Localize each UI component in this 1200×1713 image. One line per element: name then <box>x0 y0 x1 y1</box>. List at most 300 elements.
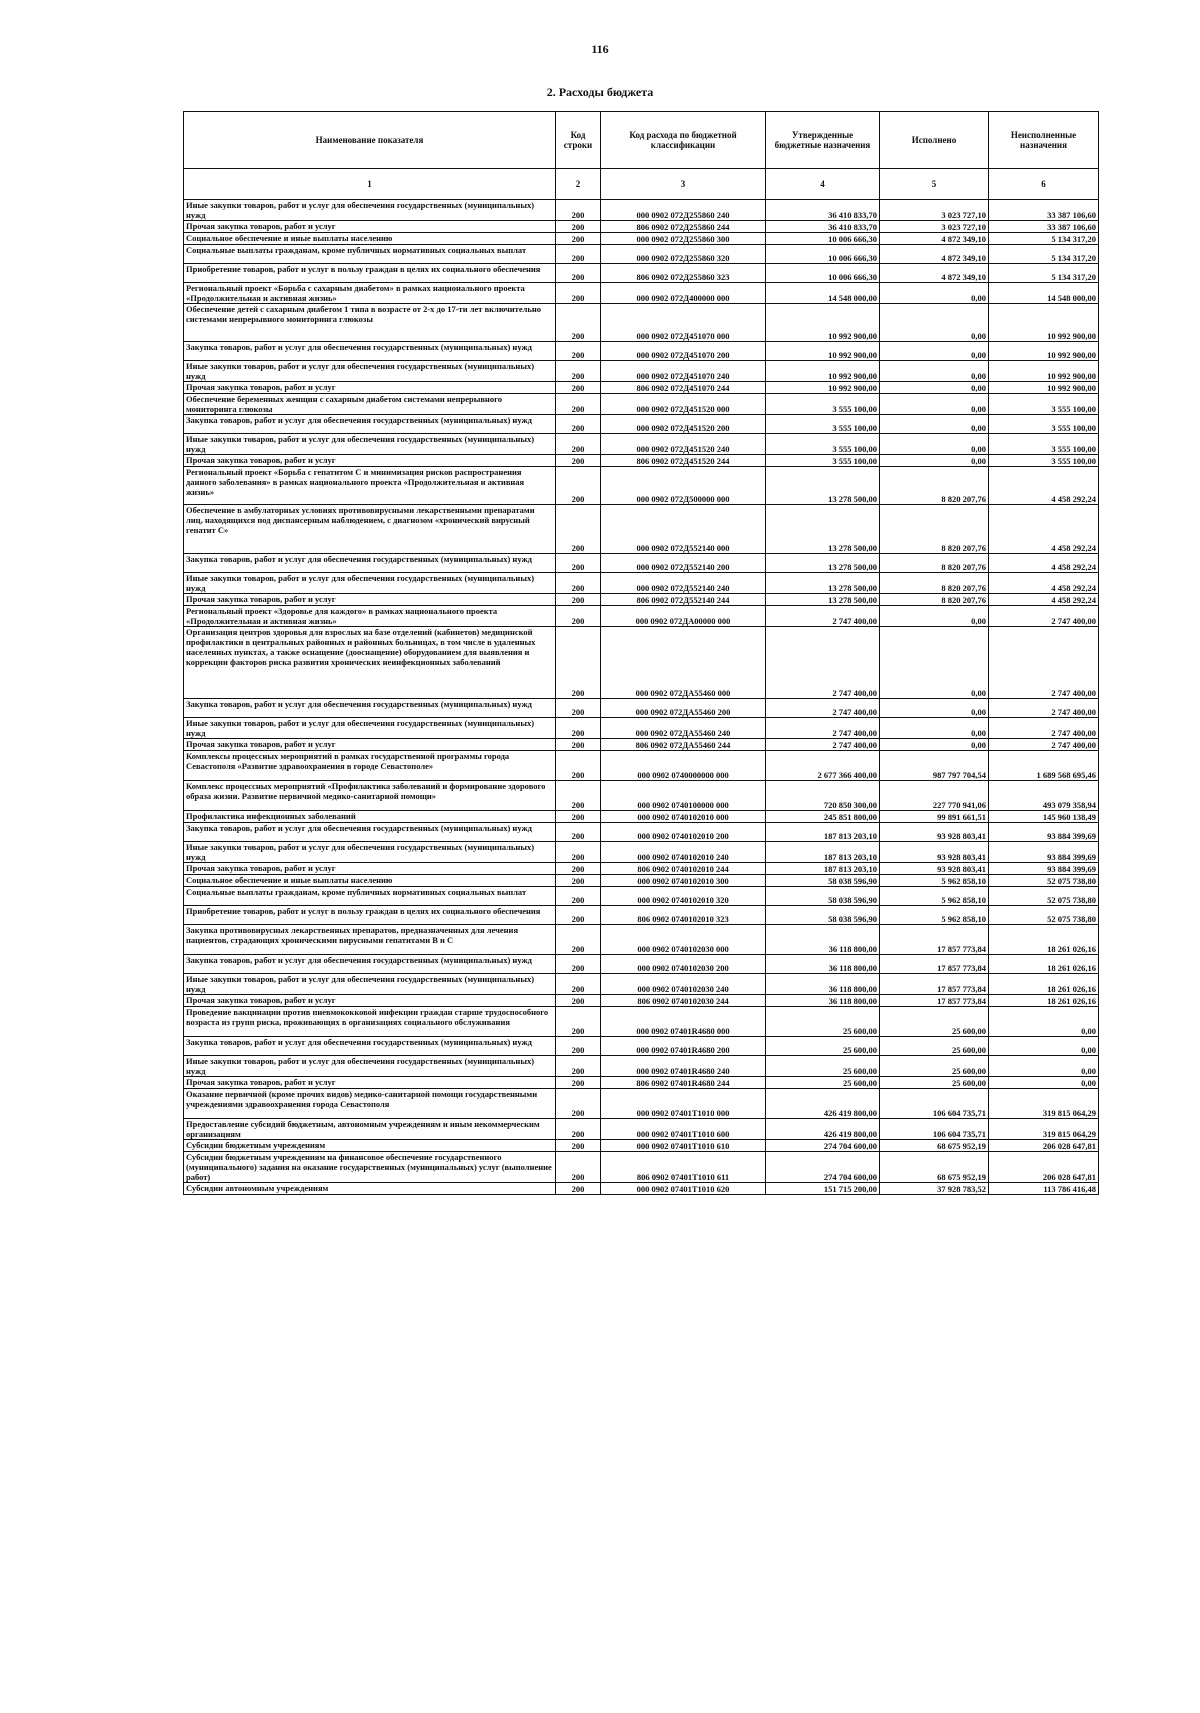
row-budget-code: 000 0902 072Д451070 200 <box>601 342 766 361</box>
row-budget-code: 806 0902 072Д552140 244 <box>601 594 766 606</box>
row-executed: 25 600,00 <box>880 1037 989 1056</box>
row-line-code: 200 <box>556 974 601 995</box>
row-executed: 17 857 773,84 <box>880 995 989 1007</box>
row-unexecuted: 10 992 900,00 <box>989 382 1099 394</box>
row-approved: 36 118 800,00 <box>766 925 880 955</box>
row-budget-code: 806 0902 072Д451070 244 <box>601 382 766 394</box>
row-line-code: 200 <box>556 1089 601 1119</box>
row-executed: 106 604 735,71 <box>880 1119 989 1140</box>
row-unexecuted: 3 555 100,00 <box>989 394 1099 415</box>
row-executed: 8 820 207,76 <box>880 554 989 573</box>
table-row <box>184 245 1099 264</box>
row-executed: 0,00 <box>880 382 989 394</box>
row-unexecuted: 0,00 <box>989 1037 1099 1056</box>
row-budget-code: 000 0902 072Д255860 300 <box>601 233 766 245</box>
row-budget-code: 000 0902 07401T1010 000 <box>601 1089 766 1119</box>
row-line-code: 200 <box>556 233 601 245</box>
row-line-code: 200 <box>556 304 601 342</box>
row-line-code: 200 <box>556 606 601 627</box>
row-line-code: 200 <box>556 955 601 974</box>
row-approved: 36 410 833,70 <box>766 221 880 233</box>
row-unexecuted: 2 747 400,00 <box>989 699 1099 718</box>
row-line-code: 200 <box>556 361 601 382</box>
row-line-code: 200 <box>556 925 601 955</box>
column-number: 4 <box>766 169 880 200</box>
row-name: Региональный проект «Здоровье для каждого» в рамках национального проекта «Продолжительная и активная жизнь» <box>184 606 556 627</box>
table-row <box>184 823 1099 842</box>
row-name: Закупка товаров, работ и услуг для обеспечения государственных (муниципальных) нужд <box>184 823 556 842</box>
table-row <box>184 283 1099 304</box>
row-approved: 10 006 666,30 <box>766 245 880 264</box>
row-unexecuted: 5 134 317,20 <box>989 264 1099 283</box>
table-row <box>184 863 1099 875</box>
row-name: Закупка товаров, работ и услуг для обеспечения государственных (муниципальных) нужд <box>184 415 556 434</box>
row-unexecuted: 319 815 064,29 <box>989 1089 1099 1119</box>
row-budget-code: 806 0902 0740102030 244 <box>601 995 766 1007</box>
row-budget-code: 000 0902 072ДА00000 000 <box>601 606 766 627</box>
row-unexecuted: 3 555 100,00 <box>989 434 1099 455</box>
row-budget-code: 000 0902 072Д400000 000 <box>601 283 766 304</box>
table-row <box>184 1007 1099 1037</box>
row-unexecuted: 10 992 900,00 <box>989 361 1099 382</box>
row-name: Закупка товаров, работ и услуг для обеспечения государственных (муниципальных) нужд <box>184 955 556 974</box>
row-line-code: 200 <box>556 505 601 554</box>
row-unexecuted: 18 261 026,16 <box>989 974 1099 995</box>
row-name: Оказание первичной (кроме прочих видов) медико-санитарной помощи государственными учреждениями здравоохранения города Севастополя <box>184 1089 556 1119</box>
row-executed: 0,00 <box>880 434 989 455</box>
table-row <box>184 361 1099 382</box>
table-row <box>184 467 1099 505</box>
row-budget-code: 000 0902 0740102030 200 <box>601 955 766 974</box>
row-name: Закупка товаров, работ и услуг для обеспечения государственных (муниципальных) нужд <box>184 554 556 573</box>
row-name: Приобретение товаров, работ и услуг в пользу граждан в целях их социального обеспечения <box>184 264 556 283</box>
row-line-code: 200 <box>556 718 601 739</box>
header-line-code: Код строки <box>556 112 601 169</box>
row-approved: 426 419 800,00 <box>766 1119 880 1140</box>
row-approved: 36 118 800,00 <box>766 995 880 1007</box>
row-budget-code: 000 0902 07401R4680 200 <box>601 1037 766 1056</box>
row-budget-code: 000 0902 07401R4680 240 <box>601 1056 766 1077</box>
row-approved: 2 747 400,00 <box>766 739 880 751</box>
row-approved: 3 555 100,00 <box>766 415 880 434</box>
row-name: Обеспечение беременных женщин с сахарным диабетом системами непрерывного мониторинга глюкозы <box>184 394 556 415</box>
row-name: Прочая закупка товаров, работ и услуг <box>184 455 556 467</box>
row-line-code: 200 <box>556 554 601 573</box>
row-name: Проведение вакцинации против пневмококковой инфекции граждан старше трудоспособного возраста из групп риска, проживающих в организациях социального обслуживания <box>184 1007 556 1037</box>
row-name: Закупка товаров, работ и услуг для обеспечения государственных (муниципальных) нужд <box>184 1037 556 1056</box>
table-row <box>184 221 1099 233</box>
row-line-code: 200 <box>556 739 601 751</box>
table-row <box>184 505 1099 554</box>
row-approved: 151 715 200,00 <box>766 1183 880 1195</box>
row-approved: 2 677 366 400,00 <box>766 751 880 781</box>
table-row <box>184 718 1099 739</box>
row-approved: 2 747 400,00 <box>766 627 880 699</box>
row-budget-code: 000 0902 072Д255860 320 <box>601 245 766 264</box>
row-budget-code: 806 0902 072Д255860 244 <box>601 221 766 233</box>
row-approved: 13 278 500,00 <box>766 573 880 594</box>
table-row <box>184 1183 1099 1195</box>
row-budget-code: 000 0902 0740102010 200 <box>601 823 766 842</box>
row-executed: 0,00 <box>880 699 989 718</box>
row-approved: 25 600,00 <box>766 1056 880 1077</box>
row-line-code: 200 <box>556 342 601 361</box>
table-row <box>184 233 1099 245</box>
row-executed: 8 820 207,76 <box>880 573 989 594</box>
header-approved: Утвержденные бюджетные назначения <box>766 112 880 169</box>
table-row <box>184 554 1099 573</box>
row-unexecuted: 493 079 358,94 <box>989 781 1099 811</box>
row-approved: 426 419 800,00 <box>766 1089 880 1119</box>
column-number-row <box>184 169 1099 200</box>
row-unexecuted: 4 458 292,24 <box>989 594 1099 606</box>
table-row <box>184 1056 1099 1077</box>
row-approved: 36 118 800,00 <box>766 974 880 995</box>
row-unexecuted: 33 387 106,60 <box>989 221 1099 233</box>
row-executed: 4 872 349,10 <box>880 245 989 264</box>
table-row <box>184 699 1099 718</box>
row-approved: 245 851 800,00 <box>766 811 880 823</box>
row-name: Комплекс процессных мероприятий «Профилактика заболеваний и формирование здорового образа жизни. Развитие первичной медико-санитарной помощи» <box>184 781 556 811</box>
table-row <box>184 739 1099 751</box>
row-unexecuted: 18 261 026,16 <box>989 925 1099 955</box>
row-line-code: 200 <box>556 875 601 887</box>
row-approved: 13 278 500,00 <box>766 505 880 554</box>
row-executed: 4 872 349,10 <box>880 233 989 245</box>
row-budget-code: 000 0902 07401T1010 610 <box>601 1140 766 1152</box>
row-executed: 5 962 858,10 <box>880 906 989 925</box>
page-number: 116 <box>591 42 609 56</box>
table-row <box>184 573 1099 594</box>
row-budget-code: 000 0902 072Д552140 200 <box>601 554 766 573</box>
table-row <box>184 606 1099 627</box>
row-unexecuted: 319 815 064,29 <box>989 1119 1099 1140</box>
row-name: Предоставление субсидий бюджетным, автономным учреждениям и иным некоммерческим организациям <box>184 1119 556 1140</box>
row-line-code: 200 <box>556 455 601 467</box>
row-executed: 106 604 735,71 <box>880 1089 989 1119</box>
row-line-code: 200 <box>556 573 601 594</box>
row-name: Закупка противовирусных лекарственных препаратов, предназначенных для лечения пациентов, страдающих хроническими вирусными гепатитами В и С <box>184 925 556 955</box>
row-line-code: 200 <box>556 887 601 906</box>
row-executed: 8 820 207,76 <box>880 467 989 505</box>
row-executed: 5 962 858,10 <box>880 887 989 906</box>
row-approved: 10 992 900,00 <box>766 304 880 342</box>
row-budget-code: 806 0902 072Д255860 323 <box>601 264 766 283</box>
column-number: 5 <box>880 169 989 200</box>
row-unexecuted: 33 387 106,60 <box>989 200 1099 221</box>
row-name: Организация центров здоровья для взрослых на базе отделений (кабинетов) медицинской профилактики в центральных районных и районных больницах, в том числе в удаленных населенных пунктах, а также оснащение (дооснащение) оборудованием для выявления и коррекции факторов риска развития хронических неинфекционных заболеваний <box>184 627 556 699</box>
row-unexecuted: 2 747 400,00 <box>989 739 1099 751</box>
row-approved: 25 600,00 <box>766 1037 880 1056</box>
row-name: Иные закупки товаров, работ и услуг для обеспечения государственных (муниципальных) нужд <box>184 200 556 221</box>
row-executed: 0,00 <box>880 283 989 304</box>
row-approved: 10 992 900,00 <box>766 342 880 361</box>
row-line-code: 200 <box>556 283 601 304</box>
row-executed: 0,00 <box>880 342 989 361</box>
table-row <box>184 1089 1099 1119</box>
header-executed: Исполнено <box>880 112 989 169</box>
row-name: Иные закупки товаров, работ и услуг для обеспечения государственных (муниципальных) нужд <box>184 434 556 455</box>
table-row <box>184 434 1099 455</box>
header-name: Наименование показателя <box>184 112 556 169</box>
row-name: Прочая закупка товаров, работ и услуг <box>184 995 556 1007</box>
row-approved: 25 600,00 <box>766 1007 880 1037</box>
row-line-code: 200 <box>556 811 601 823</box>
row-name: Иные закупки товаров, работ и услуг для обеспечения государственных (муниципальных) нужд <box>184 842 556 863</box>
table-row <box>184 781 1099 811</box>
row-executed: 0,00 <box>880 361 989 382</box>
row-executed: 0,00 <box>880 739 989 751</box>
row-approved: 720 850 300,00 <box>766 781 880 811</box>
row-executed: 25 600,00 <box>880 1056 989 1077</box>
row-approved: 13 278 500,00 <box>766 594 880 606</box>
row-name: Обеспечение в амбулаторных условиях противовирусными лекарственными препаратами лиц, находящихся под диспансерным наблюдением, с диагнозом «хронический вирусный гепатит С» <box>184 505 556 554</box>
row-approved: 13 278 500,00 <box>766 467 880 505</box>
row-unexecuted: 2 747 400,00 <box>989 606 1099 627</box>
row-name: Социальное обеспечение и иные выплаты населению <box>184 233 556 245</box>
row-line-code: 200 <box>556 863 601 875</box>
row-budget-code: 000 0902 07401T1010 600 <box>601 1119 766 1140</box>
row-budget-code: 000 0902 0740102010 000 <box>601 811 766 823</box>
row-unexecuted: 0,00 <box>989 1056 1099 1077</box>
row-executed: 93 928 803,41 <box>880 823 989 842</box>
row-approved: 10 006 666,30 <box>766 233 880 245</box>
row-unexecuted: 4 458 292,24 <box>989 505 1099 554</box>
table-row <box>184 811 1099 823</box>
row-approved: 3 555 100,00 <box>766 455 880 467</box>
row-line-code: 200 <box>556 823 601 842</box>
row-unexecuted: 93 884 399,69 <box>989 823 1099 842</box>
table-row <box>184 995 1099 1007</box>
table-row <box>184 925 1099 955</box>
row-name: Закупка товаров, работ и услуг для обеспечения государственных (муниципальных) нужд <box>184 342 556 361</box>
table-row <box>184 594 1099 606</box>
row-budget-code: 000 0902 0740102010 240 <box>601 842 766 863</box>
row-line-code: 200 <box>556 394 601 415</box>
row-name: Прочая закупка товаров, работ и услуг <box>184 382 556 394</box>
row-unexecuted: 52 075 738,80 <box>989 875 1099 887</box>
row-approved: 10 992 900,00 <box>766 382 880 394</box>
row-unexecuted: 2 747 400,00 <box>989 718 1099 739</box>
row-line-code: 200 <box>556 842 601 863</box>
row-name: Региональный проект «Борьба с гепатитом С и минимизация рисков распространения данного заболевания» в рамках национального проекта «Продолжительная и активная жизнь» <box>184 467 556 505</box>
table-row <box>184 1077 1099 1089</box>
row-approved: 2 747 400,00 <box>766 718 880 739</box>
table-row <box>184 1037 1099 1056</box>
row-executed: 17 857 773,84 <box>880 925 989 955</box>
row-budget-code: 000 0902 072Д451520 200 <box>601 415 766 434</box>
column-number: 1 <box>184 169 556 200</box>
row-budget-code: 000 0902 072Д451520 240 <box>601 434 766 455</box>
row-name: Социальное обеспечение и иные выплаты населению <box>184 875 556 887</box>
row-unexecuted: 4 458 292,24 <box>989 467 1099 505</box>
row-executed: 987 797 704,54 <box>880 751 989 781</box>
row-executed: 17 857 773,84 <box>880 955 989 974</box>
row-executed: 3 023 727,10 <box>880 200 989 221</box>
row-name: Комплексы процессных мероприятий в рамках государственной программы города Севастополя «Развитие здравоохранения в городе Севастополе» <box>184 751 556 781</box>
row-name: Иные закупки товаров, работ и услуг для обеспечения государственных (муниципальных) нужд <box>184 718 556 739</box>
row-line-code: 200 <box>556 906 601 925</box>
table-row <box>184 842 1099 863</box>
row-budget-code: 000 0902 07401R4680 000 <box>601 1007 766 1037</box>
row-budget-code: 000 0902 072Д500000 000 <box>601 467 766 505</box>
table-row <box>184 751 1099 781</box>
row-line-code: 200 <box>556 699 601 718</box>
row-line-code: 200 <box>556 200 601 221</box>
table-row <box>184 1119 1099 1140</box>
column-number: 3 <box>601 169 766 200</box>
row-unexecuted: 5 134 317,20 <box>989 245 1099 264</box>
row-budget-code: 000 0902 072Д451070 000 <box>601 304 766 342</box>
row-budget-code: 000 0902 072Д255860 240 <box>601 200 766 221</box>
row-executed: 93 928 803,41 <box>880 863 989 875</box>
table-row <box>184 342 1099 361</box>
table-row <box>184 382 1099 394</box>
row-unexecuted: 3 555 100,00 <box>989 415 1099 434</box>
row-executed: 0,00 <box>880 455 989 467</box>
row-budget-code: 806 0902 0740102010 323 <box>601 906 766 925</box>
row-approved: 36 410 833,70 <box>766 200 880 221</box>
row-executed: 0,00 <box>880 606 989 627</box>
row-executed: 8 820 207,76 <box>880 594 989 606</box>
table-row <box>184 200 1099 221</box>
row-budget-code: 000 0902 0740102010 300 <box>601 875 766 887</box>
row-executed: 4 872 349,10 <box>880 264 989 283</box>
row-executed: 0,00 <box>880 718 989 739</box>
row-line-code: 200 <box>556 1056 601 1077</box>
row-line-code: 200 <box>556 1007 601 1037</box>
table-row <box>184 1140 1099 1152</box>
row-name: Иные закупки товаров, работ и услуг для обеспечения государственных (муниципальных) нужд <box>184 974 556 995</box>
row-unexecuted: 4 458 292,24 <box>989 554 1099 573</box>
row-name: Прочая закупка товаров, работ и услуг <box>184 739 556 751</box>
row-unexecuted: 1 689 568 695,46 <box>989 751 1099 781</box>
row-budget-code: 000 0902 072ДА55460 200 <box>601 699 766 718</box>
row-executed: 227 770 941,06 <box>880 781 989 811</box>
row-line-code: 200 <box>556 627 601 699</box>
row-budget-code: 000 0902 072Д552140 240 <box>601 573 766 594</box>
row-line-code: 200 <box>556 245 601 264</box>
row-executed: 68 675 952,19 <box>880 1140 989 1152</box>
column-number: 6 <box>989 169 1099 200</box>
row-unexecuted: 145 960 138,49 <box>989 811 1099 823</box>
row-budget-code: 000 0902 0740102030 240 <box>601 974 766 995</box>
header-row <box>184 112 1099 169</box>
row-executed: 5 962 858,10 <box>880 875 989 887</box>
row-line-code: 200 <box>556 415 601 434</box>
row-approved: 274 704 600,00 <box>766 1140 880 1152</box>
table-row <box>184 1152 1099 1183</box>
row-name: Обеспечение детей с сахарным диабетом 1 типа в возрасте от 2-х до 17-ти лет включительно системами непрерывного мониторинга глюкозы <box>184 304 556 342</box>
row-executed: 93 928 803,41 <box>880 842 989 863</box>
row-approved: 2 747 400,00 <box>766 699 880 718</box>
row-name: Приобретение товаров, работ и услуг в пользу граждан в целях их социального обеспечения <box>184 906 556 925</box>
row-name: Прочая закупка товаров, работ и услуг <box>184 594 556 606</box>
row-unexecuted: 206 028 647,81 <box>989 1152 1099 1183</box>
row-name: Субсидии бюджетным учреждениям <box>184 1140 556 1152</box>
table-row <box>184 264 1099 283</box>
row-approved: 25 600,00 <box>766 1077 880 1089</box>
row-approved: 14 548 000,00 <box>766 283 880 304</box>
row-approved: 274 704 600,00 <box>766 1152 880 1183</box>
row-unexecuted: 0,00 <box>989 1007 1099 1037</box>
row-budget-code: 000 0902 07401T1010 620 <box>601 1183 766 1195</box>
row-approved: 13 278 500,00 <box>766 554 880 573</box>
row-budget-code: 000 0902 072ДА55460 000 <box>601 627 766 699</box>
table-row <box>184 455 1099 467</box>
row-line-code: 200 <box>556 1152 601 1183</box>
row-budget-code: 806 0902 07401T1010 611 <box>601 1152 766 1183</box>
row-name: Социальные выплаты гражданам, кроме публичных нормативных социальных выплат <box>184 245 556 264</box>
row-budget-code: 806 0902 0740102010 244 <box>601 863 766 875</box>
row-approved: 2 747 400,00 <box>766 606 880 627</box>
table-row <box>184 394 1099 415</box>
row-line-code: 200 <box>556 995 601 1007</box>
header-unexecuted: Неисполненные назначения <box>989 112 1099 169</box>
row-name: Прочая закупка товаров, работ и услуг <box>184 863 556 875</box>
row-approved: 187 813 203,10 <box>766 863 880 875</box>
row-budget-code: 000 0902 072ДА55460 240 <box>601 718 766 739</box>
row-executed: 8 820 207,76 <box>880 505 989 554</box>
row-line-code: 200 <box>556 264 601 283</box>
column-number: 2 <box>556 169 601 200</box>
document-title: 2. Расходы бюджета <box>546 85 654 99</box>
row-approved: 3 555 100,00 <box>766 434 880 455</box>
row-unexecuted: 18 261 026,16 <box>989 995 1099 1007</box>
row-unexecuted: 52 075 738,80 <box>989 887 1099 906</box>
row-budget-code: 000 0902 072Д552140 000 <box>601 505 766 554</box>
row-unexecuted: 2 747 400,00 <box>989 627 1099 699</box>
row-name: Иные закупки товаров, работ и услуг для обеспечения государственных (муниципальных) нужд <box>184 573 556 594</box>
row-approved: 10 992 900,00 <box>766 361 880 382</box>
row-line-code: 200 <box>556 1140 601 1152</box>
row-executed: 0,00 <box>880 415 989 434</box>
row-approved: 187 813 203,10 <box>766 823 880 842</box>
row-approved: 10 006 666,30 <box>766 264 880 283</box>
row-name: Субсидии бюджетным учреждениям на финансовое обеспечение государственного (муниципального) задания на оказание государственных (муниципальных) услуг (выполнение работ) <box>184 1152 556 1183</box>
row-unexecuted: 10 992 900,00 <box>989 304 1099 342</box>
table-row <box>184 887 1099 906</box>
row-unexecuted: 10 992 900,00 <box>989 342 1099 361</box>
row-executed: 37 928 783,52 <box>880 1183 989 1195</box>
row-executed: 0,00 <box>880 304 989 342</box>
row-budget-code: 000 0902 0740000000 000 <box>601 751 766 781</box>
row-executed: 68 675 952,19 <box>880 1152 989 1183</box>
row-executed: 25 600,00 <box>880 1077 989 1089</box>
table-row <box>184 627 1099 699</box>
table-row <box>184 304 1099 342</box>
row-line-code: 200 <box>556 751 601 781</box>
row-executed: 0,00 <box>880 394 989 415</box>
row-executed: 99 891 661,51 <box>880 811 989 823</box>
row-line-code: 200 <box>556 1183 601 1195</box>
table-row <box>184 955 1099 974</box>
row-line-code: 200 <box>556 594 601 606</box>
row-unexecuted: 93 884 399,69 <box>989 842 1099 863</box>
row-line-code: 200 <box>556 1037 601 1056</box>
row-approved: 58 038 596,90 <box>766 875 880 887</box>
table-row <box>184 415 1099 434</box>
row-executed: 25 600,00 <box>880 1007 989 1037</box>
row-budget-code: 806 0902 07401R4680 244 <box>601 1077 766 1089</box>
row-executed: 0,00 <box>880 627 989 699</box>
row-unexecuted: 14 548 000,00 <box>989 283 1099 304</box>
header-budget-code: Код расхода по бюджетной классификации <box>601 112 766 169</box>
row-line-code: 200 <box>556 221 601 233</box>
row-unexecuted: 52 075 738,80 <box>989 906 1099 925</box>
row-name: Социальные выплаты гражданам, кроме публичных нормативных социальных выплат <box>184 887 556 906</box>
row-unexecuted: 113 786 416,48 <box>989 1183 1099 1195</box>
